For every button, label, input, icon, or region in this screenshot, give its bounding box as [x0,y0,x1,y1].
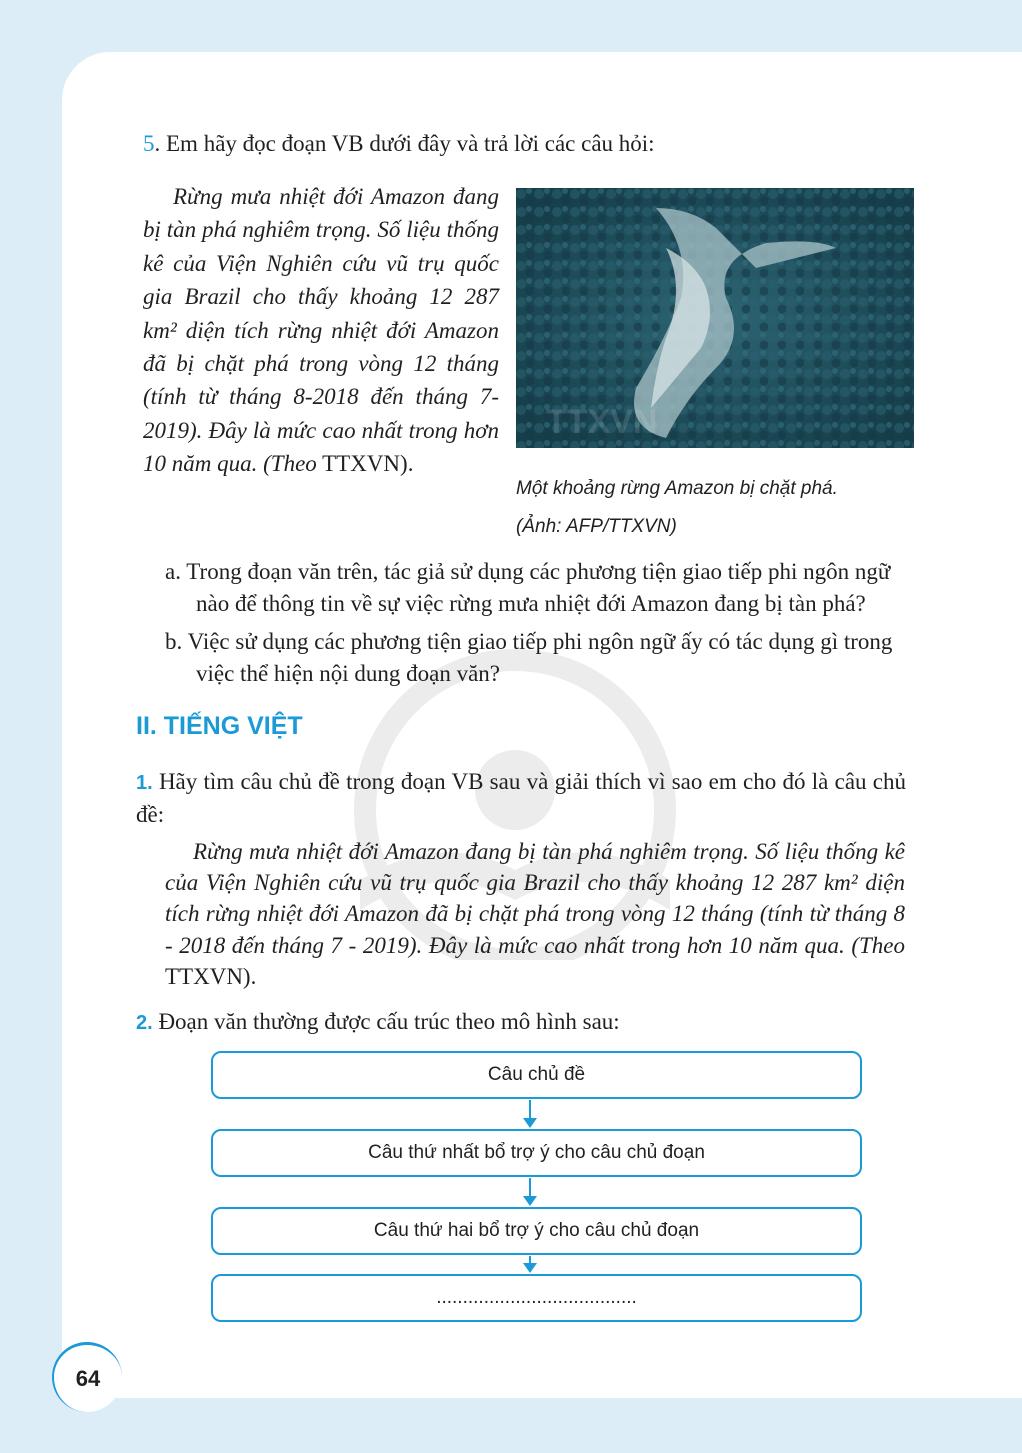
page-number: 64 [52,1342,122,1412]
diagram-box-topic-sentence: Câu chủ đề [211,1051,862,1099]
task-1-prompt [136,766,906,831]
diagram-box-support-1: Câu thứ nhất bổ trợ ý cho câu chủ đoạn [211,1129,862,1177]
diagram-box-support-2: Câu thứ hai bổ trợ ý cho câu chủ đoạn [211,1207,862,1255]
task-1-passage-text: Rừng mưa nhiệt đới Amazon đang bị tàn phá nghiêm trọng. Số liệu thống kê của Viện Nghiên cứu vũ trụ quốc gia Brazil cho thấy khoảng 12 287 km² diện tích rừng nhiệt đới Amazon đã bị chặt phá trong vòng 12 tháng (tính từ tháng 8 - 2018 đến tháng 7 - 2019). Đây là mức cao nhất trong hơn 10 năm qua. ( [165,839,905,958]
photo-caption [516,470,936,546]
question-5b [165,626,905,690]
amazon-passage [143,180,499,481]
task-1-passage-source: TTXVN). [165,963,257,989]
diagram-box-ellipsis: ...................................... [211,1274,862,1322]
amazon-passage-text: Rừng mưa nhiệt đới Amazon đang bị tàn phá nghiêm trọng. Số liệu thống kê của Viện Nghiên cứu vũ trụ quốc gia Brazil cho thấy khoảng 12 287 km² diện tích rừng nhiệt đới Amazon đã bị chặt phá trong vòng 12 tháng (tính từ tháng 8-2018 đến tháng 7-2019). Đây là mức cao nhất trong hơn 10 năm qua. ( [143,184,499,477]
task-1-text: Hãy tìm câu chủ đề trong đoạn VB sau và giải thích vì sao em cho đó là câu chủ đề: [136,769,906,827]
photo-caption-line-1: Một khoảng rừng Amazon bị chặt phá. [516,478,838,499]
question-5-prompt [143,128,655,160]
diagram-arrow-2 [526,1178,534,1208]
amazon-passage-theo: Theo [270,451,317,477]
question-5-text: . Em hãy đọc đoạn VB dưới đây và trả lời các câu hỏi: [154,131,655,156]
diagram-arrow-1 [526,1100,534,1130]
task-1-passage-theo: Theo [859,932,905,958]
diagram-arrow-3 [526,1256,534,1276]
task-2-prompt [136,1006,620,1039]
task-1-number: 1. [136,772,153,794]
task-1-passage [165,836,905,992]
svg-text:TTXVN: TTXVN [546,403,658,441]
question-5-number: 5 [143,131,155,156]
task-2-text: Đoạn văn thường được cấu trúc theo mô hình sau: [152,1009,620,1034]
question-5b-text: b. Việc sử dụng các phương tiện giao tiếp phi ngôn ngữ ấy có tác dụng gì trong việc thể hiện nội dung đoạn văn? [165,629,893,686]
question-5a [165,556,905,620]
task-2-number: 2. [136,1012,153,1034]
amazon-deforestation-photo [516,188,914,448]
section-heading-tieng-viet: II. TIẾNG VIỆT [136,712,303,740]
amazon-passage-source: TTXVN). [316,451,414,477]
question-5a-text: a. Trong đoạn văn trên, tác giả sử dụng các phương tiện giao tiếp phi ngôn ngữ nào để thông tin về sự việc rừng mưa nhiệt đới Amazon đang bị tàn phá? [165,559,891,616]
photo-caption-line-2: (Ảnh: AFP/TTXVN) [516,516,677,537]
